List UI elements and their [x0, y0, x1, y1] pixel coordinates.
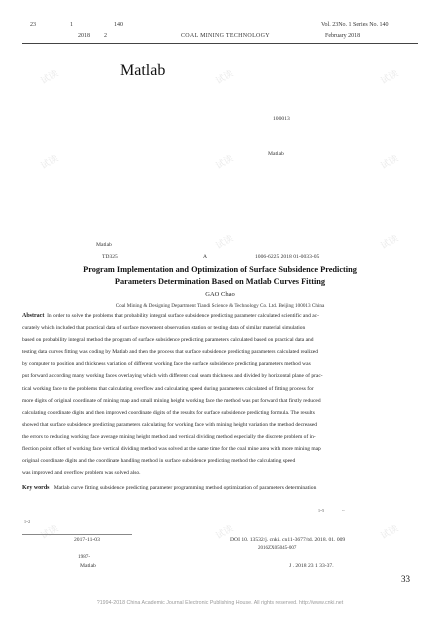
clc-number: TD325: [102, 254, 118, 260]
watermark: 试读: [214, 233, 236, 252]
abstract-line: calculating coordinate digits and then improved coordinate digits of the results for surface subsidence predicting formula. The results: [22, 409, 315, 416]
title-en-line1: Program Implementation and Optimization of Surface Subsidence Predicting: [83, 265, 357, 274]
abstract-line: more digits of original coordinate of mining map and small mining height working face the method was put forward that firstly reduced: [22, 397, 321, 404]
page-title-cn: Matlab: [120, 62, 166, 79]
abstract-line: testing data curves fitting was coding by Matlab and then the process that surface subsidence predicting parameters calculated realized: [22, 349, 318, 356]
citation-right: J . 2018 23 1 33-37.: [289, 563, 334, 569]
watermark: 试读: [39, 523, 61, 542]
abstract-line: was improved and overflow problem was solved also.: [22, 470, 141, 477]
abstract-line: put forward according many working faces overlaying which with different coal seam thickness and divided by horizontal plane of prac-: [22, 373, 323, 380]
header-volume: Vol. 23No. 1 Series No. 140: [321, 22, 389, 28]
title-en-line2: Parameters Determination Based on Matlab Curves Fitting: [114, 277, 326, 286]
page-number: 33: [401, 574, 410, 584]
abstract-en: [22, 310, 418, 479]
watermark: 试读: [39, 153, 61, 172]
affiliation-en: Coal Mining & Designing Department Tiandi Science & Technology Co. Ltd. Beijing 100013 China: [115, 303, 325, 309]
abstract-line: showed that surface subsidence predicting parameters calculating for working face with mining height variation the method decreased: [22, 421, 318, 428]
watermark: 试读: [214, 68, 236, 87]
keywords-cn-fragment: Matlab: [96, 242, 112, 248]
watermark: 试读: [379, 153, 401, 172]
watermark: 试读: [39, 68, 61, 87]
author-bio-year: 1987-: [78, 554, 91, 560]
abstract-line: by computer to position and thickness variation of different working face the surface subsidence predicting parameters method was: [22, 361, 311, 368]
abstract-line: based on probability integral method the program of surface subsidence predicting parameters calculated based on practical data and: [22, 337, 314, 344]
header-date-en: February 2018: [325, 33, 361, 39]
abstract-line-0: Abstract In order to solve the problems that probability integral surface subsidence predicting parameter calculated scientific and ac-: [22, 313, 319, 319]
received-date: 2017-11-03: [74, 537, 100, 543]
author-cn-postcode: 100013: [273, 116, 290, 122]
document-code: A: [203, 254, 208, 260]
watermark: 试读: [214, 523, 236, 542]
header-year-cn: 2018: [78, 33, 90, 39]
keywords-en: [22, 485, 418, 491]
abstract-line: original coordinate digits and the coordinate handling method in surface subsidence predicting method the calculating speed: [22, 458, 296, 465]
abstract-line: curately which included that practical data of surface movement observation station or testing data of similar material simulation: [22, 325, 306, 332]
abstract-label: Abstract: [22, 313, 45, 319]
doi: DOI 10. 13532/j. cnki. cn11-3677/td. 2018. 01. 009: [230, 537, 346, 543]
watermark: 试读: [214, 153, 236, 172]
header-journal-en: COAL MINING TECHNOLOGY: [181, 33, 270, 39]
keywords-text: Matlab curve fitting subsidence predicting parameter programming method optimization of parameters determination: [53, 485, 317, 491]
article-id: 1006-6225 2018 01-0033-05: [255, 254, 320, 260]
intro-dash: --: [342, 508, 345, 513]
watermark: 试读: [379, 233, 401, 252]
keywords-label: Key words: [22, 485, 50, 491]
header-month-cn: 2: [104, 33, 107, 39]
header-issue-num1: 23: [30, 22, 36, 28]
footnote-rule: [22, 534, 132, 535]
intro-citation-2: 1~2: [24, 519, 31, 524]
header-rule: [22, 43, 418, 44]
intro-citation-1: 1~5: [318, 508, 325, 513]
header-issue-num2: 1: [70, 22, 73, 28]
watermark: 试读: [379, 68, 401, 87]
watermark: 试读: [379, 523, 401, 542]
header-issue-num3: 140: [114, 22, 123, 28]
citation-left: Matlab: [80, 563, 96, 569]
abstract-line: tical working face to the problems that calculating overflow and calculating speed during parameters calculated of fitting process for: [22, 385, 314, 392]
abstract-line: the errors to reducing working face average mining height method and vertical dividing method especially the discrete problem of in-: [22, 433, 316, 440]
abstract-line: flection point offset of working face vertical dividing method was solved at the same time for the coal mine area with more mining map: [22, 446, 321, 453]
author-en: GAO Chao: [205, 291, 235, 298]
fund-number: 2016ZX05045-007: [258, 546, 297, 551]
copyright-footer: ?1994-2018 China Academic Journal Electronic Publishing House. All rights reserved. http://www.cnki.net: [96, 600, 344, 606]
abstract-cn-fragment: Matlab: [268, 151, 284, 157]
